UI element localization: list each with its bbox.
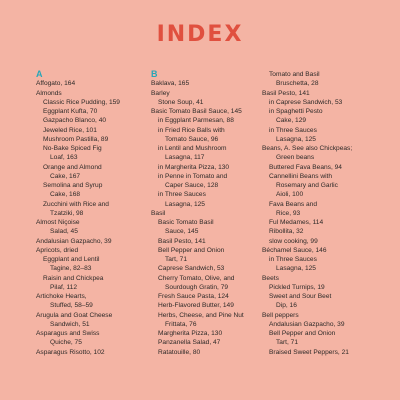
page-title: INDEX xyxy=(156,22,244,47)
index-subentry: Loaf, 163 xyxy=(50,154,78,162)
index-subentry: Pickled Turnips, 19 xyxy=(269,283,325,291)
index-subentry: Bell Pepper and Onion xyxy=(269,330,336,337)
index-subentry: Rice, 93 xyxy=(276,209,301,217)
index-entry: Basic Tomato Basil Sauce, 145 xyxy=(151,108,242,115)
index-subentry: Quiche, 75 xyxy=(50,339,82,347)
index-subentry: Tomato and Basil xyxy=(269,71,320,78)
index-subentry: Mushroom Pastilla, 89 xyxy=(43,135,109,143)
index-subentry: Sauce, 145 xyxy=(165,228,199,236)
index-entry: Andalusian Gazpacho, 39 xyxy=(36,237,112,245)
index-subentry: Ratatouille, 80 xyxy=(158,348,201,356)
index-entry: Basil xyxy=(151,209,166,217)
index-subentry: Tomato Sauce, 96 xyxy=(165,135,219,143)
index-subentry: Tart, 71 xyxy=(276,339,298,347)
index-entry: Almonds xyxy=(36,89,62,97)
index-subentry: Cherry Tomato, Olive, and xyxy=(158,274,235,282)
index-entry: Artichoke Hearts, xyxy=(36,293,87,300)
index-subentry: Frittata, 76 xyxy=(165,320,197,328)
index-entry: Apricots, dried xyxy=(36,246,79,254)
index-entry: Asparagus and Swiss xyxy=(36,330,100,337)
index-subentry: Andalusian Gazpacho, 39 xyxy=(269,320,345,328)
index-subentry: Fava Beans and xyxy=(269,200,318,208)
index-subentry: in Eggplant Parmesan, 88 xyxy=(158,117,234,125)
index-subentry: Zucchini with Rice and xyxy=(43,200,109,208)
index-subentry: Sweet and Sour Beet xyxy=(269,293,332,300)
index-subentry: No-Bake Spiced Fig xyxy=(43,145,102,152)
index-subentry: Herbs, Cheese, and Pine Nut xyxy=(158,311,244,319)
index-entry: Basil Pesto, 141 xyxy=(262,89,310,97)
index-subentry: Cake, 129 xyxy=(276,117,307,125)
index-subentry: Lasagna, 125 xyxy=(276,265,316,273)
index-subentry: Sourdough Gratin, 79 xyxy=(165,283,229,291)
index-entry: Bell peppers xyxy=(262,311,299,319)
index-entry: Beans, A. See also Chickpeas; xyxy=(262,145,353,152)
index-subentry: in Caprese Sandwich, 53 xyxy=(269,98,343,106)
index-subentry: Stuffed, 58–59 xyxy=(50,302,93,310)
index-subentry: Basil Pesto, 141 xyxy=(158,237,206,245)
index-subentry: Jeweled Rice, 101 xyxy=(43,126,97,134)
index-subentry: Panzanella Salad, 47 xyxy=(158,339,221,347)
index-subentry: Raisin and Chickpea xyxy=(43,274,104,282)
index-subentry: in Three Sauces xyxy=(269,126,317,134)
index-subentry: Tagine, 82–83 xyxy=(50,265,92,273)
index-subentry: in Three Sauces xyxy=(158,191,206,199)
index-subentry: Buttered Fava Beans, 94 xyxy=(269,163,342,171)
index-entry: Affogato, 164 xyxy=(36,80,76,88)
index-subentry: Margherita Pizza, 130 xyxy=(158,330,223,337)
index-column-3 xyxy=(262,70,382,357)
index-subentry: Fresh Sauce Pasta, 124 xyxy=(158,293,229,300)
index-subentry: Eggplant Kufta, 70 xyxy=(43,108,98,115)
index-entry: Asparagus Risotto, 102 xyxy=(36,348,105,356)
index-subentry: in Penne in Tomato and xyxy=(158,172,228,180)
index-subentry: Gazpacho Blanco, 40 xyxy=(43,117,107,125)
index-subentry: Lasagna, 117 xyxy=(165,154,205,162)
index-subentry: in Fried Rice Balls with xyxy=(158,126,225,134)
index-subentry: Ribollita, 32 xyxy=(269,228,304,236)
index-subentry: Ful Medames, 114 xyxy=(269,219,324,226)
index-subentry: Caper Sauce, 128 xyxy=(165,182,219,189)
index-entry: Béchamel Sauce, 146 xyxy=(262,246,327,254)
index-subentry: Caprese Sandwich, 53 xyxy=(158,265,225,273)
index-subentry: Cake, 167 xyxy=(50,172,81,180)
index-column-1 xyxy=(36,70,146,357)
index-subentry: Stone Soup, 41 xyxy=(158,98,204,106)
index-subentry: Pilaf, 112 xyxy=(50,283,78,291)
index-subentry: Dip, 16 xyxy=(276,302,297,310)
index-subentry: Green beans xyxy=(276,154,315,162)
index-subentry: Semolina and Syrup xyxy=(43,182,103,189)
index-subentry: Basic Tomato Basil xyxy=(158,219,214,226)
index-subentry: Rosemary and Garlic xyxy=(276,182,338,189)
index-entry: Arugula and Goat Cheese xyxy=(36,311,113,319)
index-subentry: slow cooking, 99 xyxy=(269,237,318,245)
section-letter: A xyxy=(36,69,43,79)
index-subentry: in Three Sauces xyxy=(269,256,317,263)
index-subentry: Herb-Flavored Butter, 149 xyxy=(158,302,234,310)
index-entry: Barley xyxy=(151,89,170,97)
index-subentry: Tart, 71 xyxy=(165,256,187,263)
index-subentry: Bell Pepper and Onion xyxy=(158,246,225,254)
index-subentry: in Spaghetti Pesto xyxy=(269,108,323,115)
index-subentry: Orange and Almond xyxy=(43,163,102,171)
index-subentry: in Margherita Pizza, 130 xyxy=(158,163,230,171)
index-subentry: in Lentil and Mushroom xyxy=(158,145,227,152)
index-subentry: Salad, 45 xyxy=(50,228,78,236)
index-entry: Almost Niçoise xyxy=(36,219,80,226)
index-subentry: Aioli, 100 xyxy=(276,191,304,199)
index-subentry: Tzatziki, 98 xyxy=(50,209,84,217)
index-subentry: Lasagna, 125 xyxy=(165,200,205,208)
index-subentry: Eggplant and Lentil xyxy=(43,256,100,263)
index-column-2 xyxy=(151,70,261,357)
index-subentry: Sandwich, 51 xyxy=(50,320,90,328)
index-entry: Baklava, 165 xyxy=(151,80,190,88)
index-subentry: Cake, 168 xyxy=(50,191,81,199)
index-subentry: Cannellini Beans with xyxy=(269,172,333,180)
index-subentry: Classic Rice Pudding, 159 xyxy=(43,98,120,106)
index-subentry: Braised Sweet Peppers, 21 xyxy=(269,348,349,356)
index-subentry: Bruschetta, 28 xyxy=(276,80,319,88)
index-subentry: Lasagna, 125 xyxy=(276,135,316,143)
section-letter: B xyxy=(151,69,158,79)
index-entry: Beets xyxy=(262,274,279,282)
